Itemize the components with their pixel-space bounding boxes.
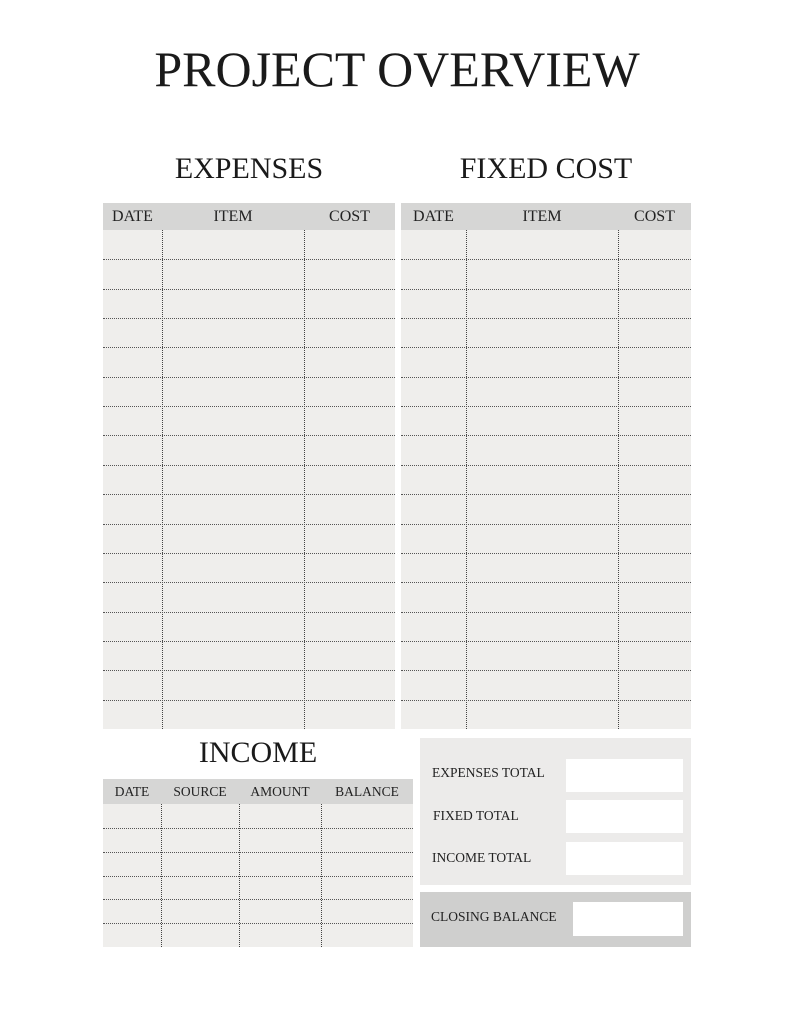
fixed-cost-row-line bbox=[401, 524, 691, 525]
expenses-row-line bbox=[103, 406, 395, 407]
closing-balance-field[interactable] bbox=[573, 902, 683, 936]
expenses-divider bbox=[162, 230, 163, 729]
expenses-row-line bbox=[103, 289, 395, 290]
expenses-row-line bbox=[103, 377, 395, 378]
fixed-cost-row-line bbox=[401, 259, 691, 260]
fixed-total-label: FIXED TOTAL bbox=[433, 808, 519, 823]
fixed-cost-row-line bbox=[401, 347, 691, 348]
expenses-row-line bbox=[103, 465, 395, 466]
expenses-row-line bbox=[103, 612, 395, 613]
page-title: PROJECT OVERVIEW bbox=[154, 41, 640, 97]
fixed-cost-table bbox=[401, 203, 691, 729]
fixed-cost-row-line bbox=[401, 670, 691, 671]
fixed-cost-col-cost: COST bbox=[634, 208, 675, 225]
income-table bbox=[103, 779, 413, 947]
income-row-line bbox=[103, 923, 413, 924]
income-row-line bbox=[103, 876, 413, 877]
expenses-row-line bbox=[103, 670, 395, 671]
income-total-field[interactable] bbox=[566, 842, 683, 875]
fixed-cost-divider bbox=[466, 230, 467, 729]
expenses-divider bbox=[304, 230, 305, 729]
income-row-line bbox=[103, 852, 413, 853]
fixed-cost-row-line bbox=[401, 435, 691, 436]
expenses-col-item: ITEM bbox=[213, 208, 253, 225]
fixed-cost-header bbox=[401, 203, 691, 230]
expenses-col-cost: COST bbox=[329, 208, 370, 225]
income-row-line bbox=[103, 828, 413, 829]
expenses-title: EXPENSES bbox=[174, 152, 324, 185]
fixed-cost-col-date: DATE bbox=[413, 208, 454, 225]
expenses-row-line bbox=[103, 524, 395, 525]
expenses-total-label: EXPENSES TOTAL bbox=[432, 765, 545, 780]
expenses-row-line bbox=[103, 641, 395, 642]
expenses-row-line bbox=[103, 553, 395, 554]
fixed-cost-row-line bbox=[401, 641, 691, 642]
income-col-amount: AMOUNT bbox=[250, 784, 310, 799]
income-col-date: DATE bbox=[114, 784, 150, 799]
fixed-cost-row-line bbox=[401, 553, 691, 554]
fixed-cost-col-item: ITEM bbox=[522, 208, 562, 225]
expenses-row-line bbox=[103, 582, 395, 583]
expenses-row-line bbox=[103, 347, 395, 348]
fixed-cost-row-line bbox=[401, 582, 691, 583]
totals-panel bbox=[420, 738, 691, 885]
expenses-row-line bbox=[103, 259, 395, 260]
expenses-col-date: DATE bbox=[112, 208, 153, 225]
fixed-total-field[interactable] bbox=[566, 800, 683, 833]
expenses-header bbox=[103, 203, 395, 230]
income-total-label: INCOME TOTAL bbox=[432, 850, 532, 865]
income-col-balance: BALANCE bbox=[335, 784, 399, 799]
expenses-total-field[interactable] bbox=[566, 759, 683, 792]
fixed-cost-divider bbox=[618, 230, 619, 729]
closing-balance-panel bbox=[420, 892, 691, 947]
income-col-source: SOURCE bbox=[173, 784, 227, 799]
income-row-line bbox=[103, 899, 413, 900]
fixed-cost-row-line bbox=[401, 494, 691, 495]
fixed-cost-row-line bbox=[401, 289, 691, 290]
fixed-cost-row-line bbox=[401, 700, 691, 701]
fixed-cost-row-line bbox=[401, 377, 691, 378]
income-title: INCOME bbox=[198, 736, 318, 769]
fixed-cost-row-line bbox=[401, 465, 691, 466]
expenses-row-line bbox=[103, 318, 395, 319]
expenses-table bbox=[103, 203, 395, 729]
fixed-cost-title: FIXED COST bbox=[459, 152, 633, 185]
fixed-cost-row-line bbox=[401, 406, 691, 407]
expenses-row-line bbox=[103, 435, 395, 436]
fixed-cost-row-line bbox=[401, 612, 691, 613]
closing-balance-label: CLOSING BALANCE bbox=[431, 909, 557, 924]
income-header bbox=[103, 779, 413, 804]
fixed-cost-row-line bbox=[401, 318, 691, 319]
expenses-row-line bbox=[103, 700, 395, 701]
expenses-row-line bbox=[103, 494, 395, 495]
